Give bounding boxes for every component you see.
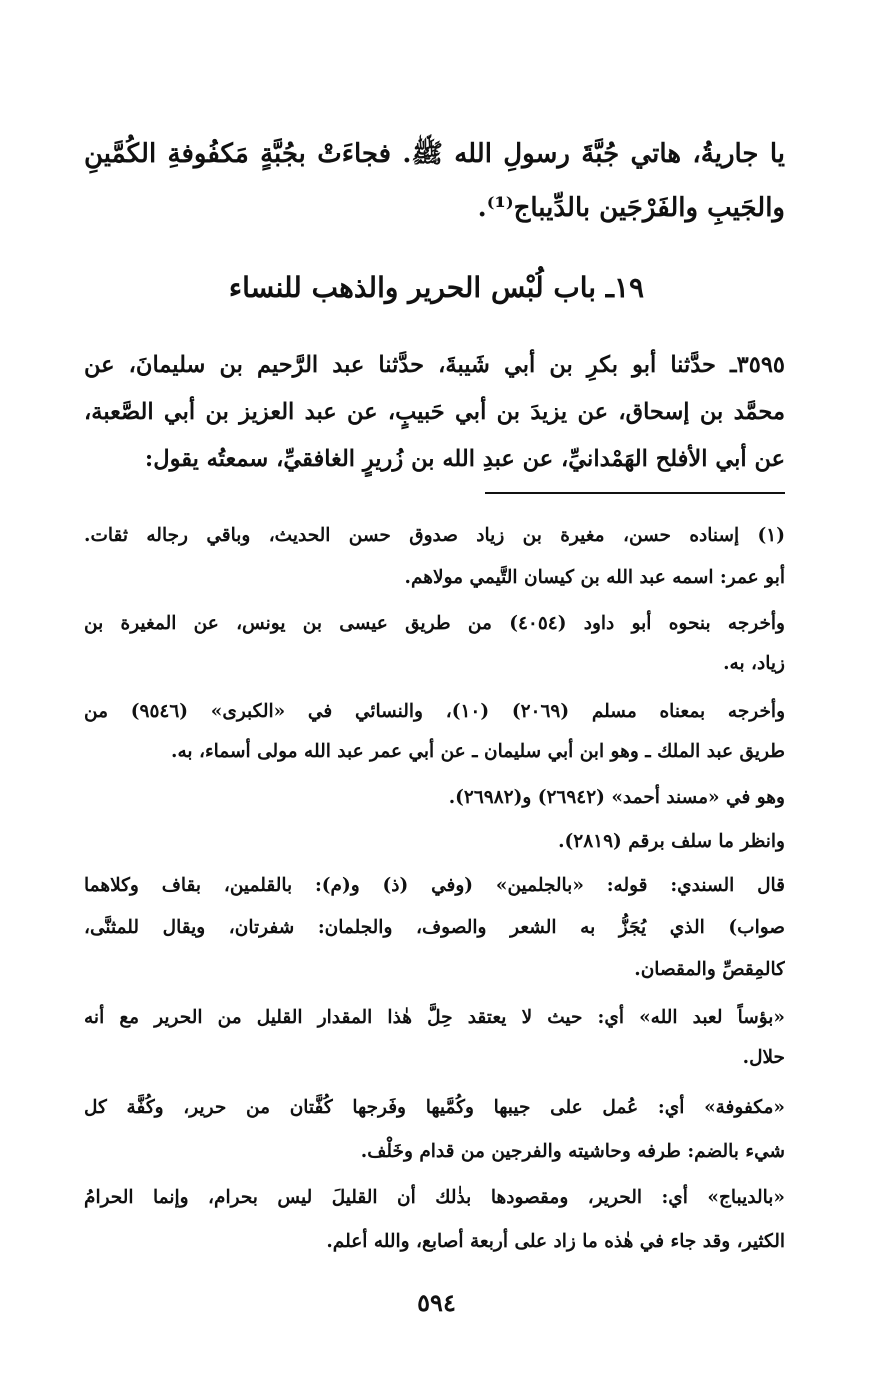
footnote-line: صواب) الذي يُجَزُّ به الشعر والصوف، والجلمان: شفرتان، ويقال للمثنَّى، xyxy=(84,917,785,938)
hadith-line-1: ٣٥٩٥ـ حدَّثنا أبو بكرِ بن أبي شَيبةَ، حدَّثنا عبد الرَّحيم بن سليمانَ، عن xyxy=(84,352,785,378)
chapter-heading: ١٩ـ باب لُبْس الحرير والذهب للنساء xyxy=(228,271,645,304)
top-text-line-1: يا جاريةُ، هاتي جُبَّةَ رسولِ الله ﷺ. فجاءَتْ بجُبَّةٍ مَكفُوفةِ الكُمَّينِ xyxy=(84,139,785,169)
footnote-line: الكثير، وقد جاء في هٰذه ما زاد على أربعة أصابع، والله أعلم. xyxy=(326,1231,785,1252)
hadith-line-3: عن أبي الأفلح الهَمْدانيِّ، عن عبدِ الله بن زُريرٍ الغافقيِّ، سمعتُه يقول: xyxy=(144,446,785,472)
footnote-line: (١) إسناده حسن، مغيرة بن زياد صدوق حسن الحديث، وباقي رجاله ثقات. xyxy=(84,525,785,546)
top-text-line-2: والجَيبِ والفَرْجَين بالدِّيباج⁽¹⁾. xyxy=(477,193,785,223)
footnote-line: وهو في «مسند أحمد» (٢٦٩٤٢) و(٢٦٩٨٢). xyxy=(448,787,785,808)
footnote-line: طريق عبد الملك ـ وهو ابن أبي سليمان ـ عن أبي عمر عبد الله مولى أسماء، به. xyxy=(171,741,785,762)
footnote-line: وأخرجه بمعناه مسلم (٢٠٦٩) (١٠)، والنسائي في «الكبرى» (٩٥٤٦) من xyxy=(84,701,785,722)
footnote-line: وأخرجه بنحوه أبو داود (٤٠٥٤) من طريق عيسى بن يونس، عن المغيرة بن xyxy=(84,613,785,634)
footnote-separator xyxy=(485,492,785,494)
footnote-line: أبو عمر: اسمه عبد الله بن كيسان التَّيمي مولاهم. xyxy=(404,567,785,588)
page-number: ٥٩٤ xyxy=(417,1288,456,1317)
footnote-line: كالمِقصِّ والمقصان. xyxy=(634,959,785,980)
footnote-line: «مكفوفة» أي: عُمل على جيبها وكُمَّيها وفَرجها كُفَّتان من حرير، وكُفَّة كل xyxy=(84,1097,785,1118)
footnote-line: حلال. xyxy=(742,1047,785,1068)
footnote-line: شيء بالضم: طرفه وحاشيته والفرجين من قدام وخَلْف. xyxy=(360,1141,785,1162)
hadith-line-2: محمَّد بن إسحاق، عن يزيدَ بن أبي حَبيبٍ، عن عبد العزيز بن أبي الصَّعبة، xyxy=(84,399,785,425)
footnote-line: «بؤساً لعبد الله» أي: حيث لا يعتقد حِلَّ هٰذا المقدار القليل من الحرير مع أنه xyxy=(84,1007,785,1028)
footnote-line: «بالديباج» أي: الحرير، ومقصودها بذٰلك أن القليلَ ليس بحرام، وإنما الحرامُ xyxy=(84,1187,785,1208)
footnote-line: وانظر ما سلف برقم (٢٨١٩). xyxy=(558,831,785,852)
footnote-line: زياد، به. xyxy=(723,653,785,674)
footnote-line: قال السندي: قوله: «بالجلمين» (وفي (ذ) و(م): بالقلمين، بقاف وكلاهما xyxy=(84,875,785,896)
